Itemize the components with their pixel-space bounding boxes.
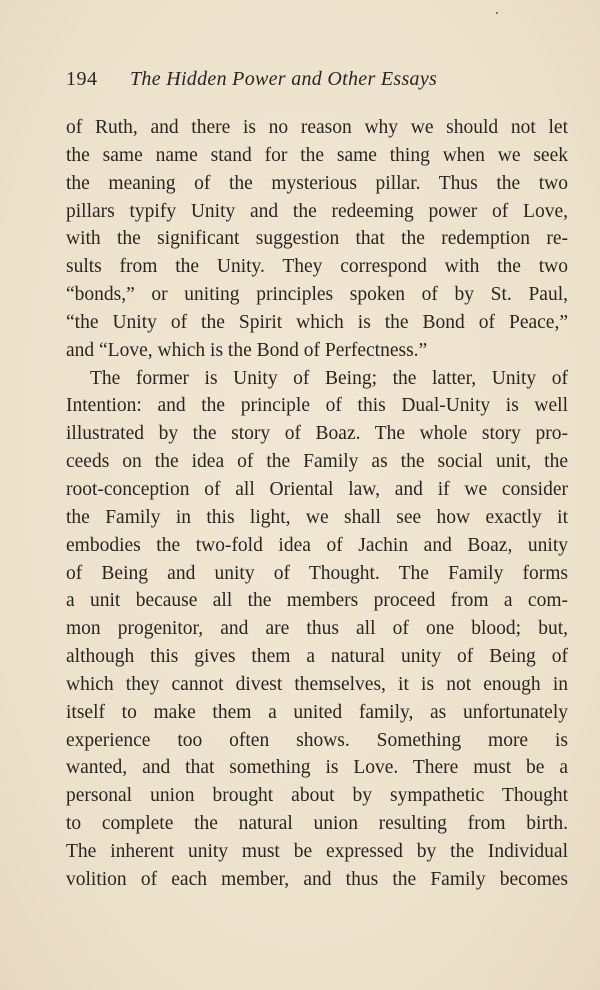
text-line: ceeds on the idea of the Family as the social unit, the: [66, 451, 568, 473]
text-line: the Family in this light, we shall see how exactly it: [66, 506, 568, 528]
running-title: The Hidden Power and Other Essays: [130, 68, 438, 90]
text-line: with the significant suggestion that the redemption re-: [66, 228, 568, 250]
text-line: sults from the Unity. They correspond with the two: [66, 256, 568, 278]
text-line: and “Love, which is the Bond of Perfectness.”: [66, 339, 428, 361]
text-line: volition of each member, and thus the Family becomes: [66, 868, 568, 890]
text-line: which they cannot divest themselves, it is not enough in: [66, 673, 568, 695]
text-line: of Being and unity of Thought. The Family forms: [66, 562, 568, 584]
text-line: the meaning of the mysterious pillar. Thus the two: [66, 172, 568, 194]
text-line: although this gives them a natural unity of Being of: [66, 646, 568, 668]
text-line: The inherent unity must be expressed by the Individual: [66, 840, 568, 862]
text-line: to complete the natural union resulting from birth.: [66, 813, 568, 835]
text-line: illustrated by the story of Boaz. The whole story pro-: [66, 423, 568, 445]
page-number: 194: [66, 68, 98, 90]
text-line: The former is Unity of Being; the latter, Unity of: [90, 367, 568, 389]
text-line: the same name stand for the same thing when we seek: [66, 144, 568, 166]
text-line: a unit because all the members proceed from a com-: [66, 590, 568, 612]
text-line: itself to make them a united family, as unfortunately: [66, 701, 568, 723]
text-line: root-conception of all Oriental law, and if we consider: [66, 478, 568, 500]
running-header: [66, 68, 568, 96]
text-line: Intention: and the principle of this Dual-Unity is well: [66, 395, 568, 417]
text-line: “bonds,” or uniting principles spoken of by St. Paul,: [66, 284, 568, 306]
paper-speck: [496, 12, 498, 14]
text-line: experience too often shows. Something more is: [66, 729, 568, 751]
text-line: of Ruth, and there is no reason why we should not let: [66, 117, 568, 138]
text-line: “the Unity of the Spirit which is the Bond of Peace,”: [66, 311, 568, 333]
text-line: personal union brought about by sympathetic Thought: [66, 785, 568, 807]
text-line: mon progenitor, and are thus all of one blood; but,: [66, 618, 568, 640]
text-line: wanted, and that something is Love. There must be a: [66, 757, 568, 779]
text-line: pillars typify Unity and the redeeming power of Love,: [66, 200, 568, 222]
text-line: embodies the two-fold idea of Jachin and Boaz, unity: [66, 534, 568, 556]
body-text: [66, 114, 568, 894]
